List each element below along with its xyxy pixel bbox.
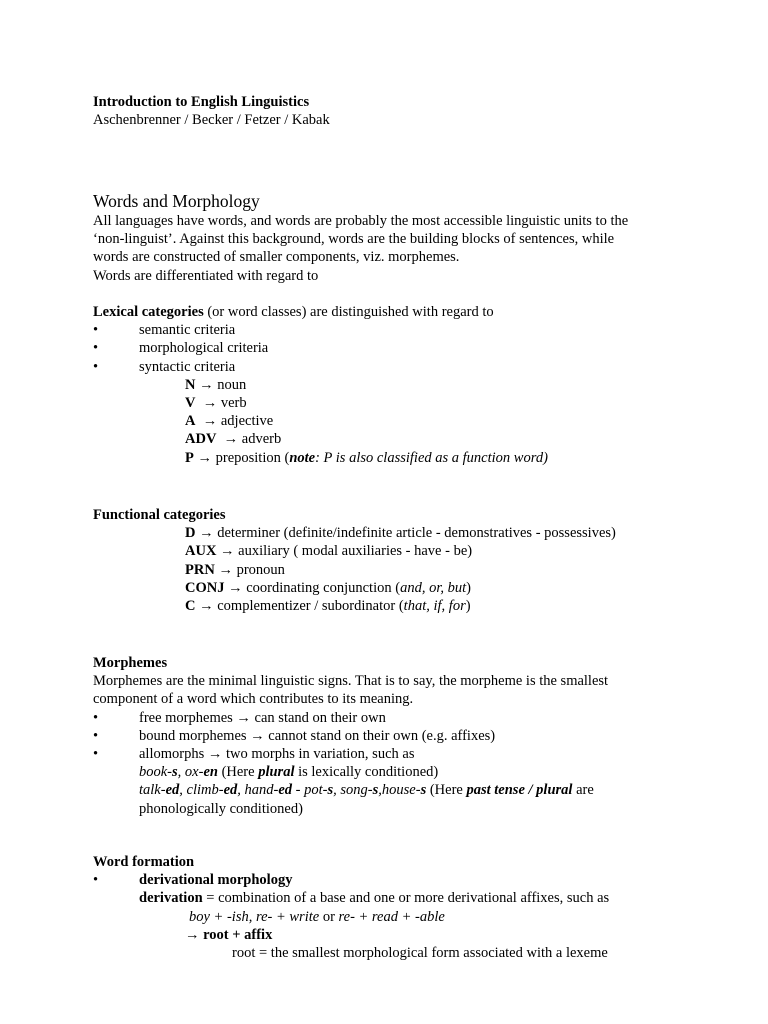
lexical-intro-text: (or word classes) are distinguished with regard to bbox=[203, 304, 494, 320]
paragraph-line: All languages have words, and words are probably the most accessible linguistic units to the bbox=[93, 213, 629, 229]
category-abbr: PRN bbox=[185, 561, 215, 578]
arrow-icon: → bbox=[223, 431, 239, 448]
example-part: en bbox=[203, 764, 218, 781]
derivation-or: or bbox=[319, 908, 339, 925]
example-part: , climb- bbox=[179, 782, 224, 799]
example-line bbox=[93, 781, 608, 799]
example-part: ed bbox=[223, 782, 238, 799]
section-lexical-categories bbox=[93, 303, 548, 467]
paragraph-line: words are constructed of smaller components, viz. morphemes. bbox=[93, 249, 460, 266]
category-abbr: V bbox=[185, 394, 196, 411]
list-item bbox=[93, 358, 548, 376]
derivation-label: derivation bbox=[139, 890, 203, 907]
list-item bbox=[93, 321, 548, 339]
arrow-icon: → bbox=[228, 579, 243, 596]
example-part: (Here bbox=[217, 764, 259, 781]
arrow-icon: → bbox=[202, 394, 218, 411]
derivation-example: re- + read + -able bbox=[338, 908, 445, 925]
root-affix-line: → root + affix bbox=[185, 926, 273, 943]
category-name: complementizer / subordinator ( bbox=[217, 598, 404, 615]
section-functional-categories bbox=[93, 506, 616, 615]
derivation-text: = combination of a base and one or more derivational affixes, such as bbox=[202, 890, 610, 907]
criterion-label: semantic criteria bbox=[139, 322, 236, 339]
bullet-icon: • bbox=[93, 709, 99, 726]
category-abbr: AUX bbox=[185, 543, 217, 560]
derivation-example: boy + -ish, re- + write bbox=[189, 908, 320, 925]
root-definition: root = the smallest morphological form associated with a lexeme bbox=[232, 945, 608, 961]
category-abbr: D bbox=[185, 525, 196, 542]
arrow-icon: → bbox=[202, 413, 218, 430]
example-part: s bbox=[420, 782, 427, 799]
example-part: are bbox=[572, 782, 594, 799]
category-line bbox=[93, 597, 616, 615]
derivation-example-line bbox=[93, 908, 609, 926]
category-abbr: P bbox=[185, 449, 194, 466]
arrow-icon: → bbox=[218, 561, 233, 578]
category-abbr: C bbox=[185, 598, 196, 615]
category-abbr: CONJ bbox=[185, 579, 225, 596]
category-name: determiner (definite/indefinite article - demonstratives - possessives) bbox=[217, 525, 616, 542]
morpheme-type: free morphemes → can stand on their own bbox=[139, 709, 386, 726]
morphemes-heading: Morphemes bbox=[93, 655, 168, 671]
category-abbr: N bbox=[185, 376, 196, 393]
arrow-icon: → bbox=[220, 543, 235, 560]
category-name: preposition ( bbox=[215, 449, 290, 466]
example-part: plural bbox=[258, 764, 295, 781]
list-item bbox=[93, 745, 608, 763]
category-name: coordinating conjunction ( bbox=[246, 579, 401, 596]
morpheme-type: allomorphs → two morphs in variation, such as bbox=[139, 745, 415, 762]
word-formation-heading: Word formation bbox=[93, 854, 195, 870]
note-text: : P is also classified as a function word) bbox=[315, 449, 548, 466]
bullet-icon: • bbox=[93, 745, 99, 762]
example-line: phonologically conditioned) bbox=[139, 800, 303, 817]
category-example: that, if, for bbox=[403, 598, 466, 615]
category-line bbox=[93, 542, 616, 560]
bullet-icon: • bbox=[93, 322, 99, 339]
category-line bbox=[93, 394, 548, 412]
arrow-icon: → bbox=[197, 449, 212, 466]
section-morphemes bbox=[93, 654, 608, 818]
bullet-icon: • bbox=[93, 340, 99, 357]
category-name: adjective bbox=[220, 413, 274, 430]
list-item bbox=[93, 709, 608, 727]
category-line bbox=[93, 376, 548, 394]
example-part: , hand- bbox=[237, 782, 279, 799]
category-abbr: A bbox=[185, 413, 196, 430]
arrow-icon: → bbox=[199, 525, 214, 542]
derivation-line bbox=[93, 889, 609, 907]
example-part: ed bbox=[165, 782, 180, 799]
category-line bbox=[93, 579, 616, 597]
paragraph-line: Morphemes are the minimal linguistic signs. That is to say, the morpheme is the smallest bbox=[93, 673, 609, 690]
lexical-heading: Lexical categories bbox=[93, 304, 204, 320]
example-part: ,house- bbox=[378, 782, 421, 799]
note-label: note bbox=[289, 449, 316, 466]
category-end: ) bbox=[465, 598, 471, 615]
example-part: s bbox=[327, 782, 334, 799]
category-line bbox=[93, 561, 616, 579]
category-name: auxiliary ( modal auxiliaries - have - be) bbox=[238, 543, 473, 560]
list-item bbox=[93, 871, 609, 889]
example-part: - pot- bbox=[292, 782, 328, 799]
category-end: ) bbox=[466, 579, 471, 596]
criterion-label: syntactic criteria bbox=[139, 358, 236, 375]
example-line bbox=[93, 763, 608, 781]
category-line bbox=[93, 430, 548, 448]
section-word-formation bbox=[93, 853, 609, 962]
category-name: pronoun bbox=[236, 561, 285, 578]
document-header bbox=[93, 93, 330, 129]
section-words-and-morphology bbox=[93, 190, 628, 285]
arrow-icon: → bbox=[199, 376, 214, 393]
paragraph-line: ‘non-linguist’. Against this background, words are the building blocks of sentences, while bbox=[93, 231, 615, 248]
list-item bbox=[93, 727, 608, 745]
category-abbr: ADV bbox=[185, 431, 217, 448]
example-part: , song- bbox=[333, 782, 373, 799]
category-name: adverb bbox=[241, 431, 282, 448]
example-part: s bbox=[372, 782, 379, 799]
section-heading: Words and Morphology bbox=[93, 191, 260, 211]
example-part: book- bbox=[139, 764, 173, 781]
lexical-intro bbox=[93, 303, 548, 321]
category-line bbox=[93, 412, 548, 430]
example-part: past tense / plural bbox=[466, 782, 573, 799]
list-item bbox=[93, 339, 548, 357]
category-name: verb bbox=[220, 394, 247, 411]
bullet-icon: • bbox=[93, 872, 99, 889]
morpheme-type: bound morphemes → cannot stand on their own (e.g. affixes) bbox=[139, 727, 496, 744]
functional-heading: Functional categories bbox=[93, 507, 226, 523]
course-title: Introduction to English Linguistics bbox=[93, 94, 310, 110]
paragraph-line: Words are differentiated with regard to bbox=[93, 267, 319, 284]
criterion-label: morphological criteria bbox=[139, 340, 269, 357]
example-part: talk- bbox=[139, 782, 166, 799]
example-part: s bbox=[172, 764, 178, 781]
category-name: noun bbox=[217, 376, 247, 393]
authors: Aschenbrenner / Becker / Fetzer / Kabak bbox=[93, 112, 330, 129]
category-line bbox=[93, 524, 616, 542]
category-example: and, or, but bbox=[400, 579, 467, 596]
bullet-icon: • bbox=[93, 727, 99, 744]
example-part: (Here bbox=[426, 782, 467, 799]
example-part: , ox- bbox=[177, 764, 204, 781]
example-part: is lexically conditioned) bbox=[294, 764, 439, 781]
category-line bbox=[93, 449, 548, 467]
bullet-icon: • bbox=[93, 358, 99, 375]
paragraph-line: component of a word which contributes to its meaning. bbox=[93, 691, 414, 708]
derivational-morphology-label: derivational morphology bbox=[139, 872, 293, 889]
arrow-icon: → bbox=[199, 598, 214, 615]
example-part: ed bbox=[278, 782, 293, 799]
